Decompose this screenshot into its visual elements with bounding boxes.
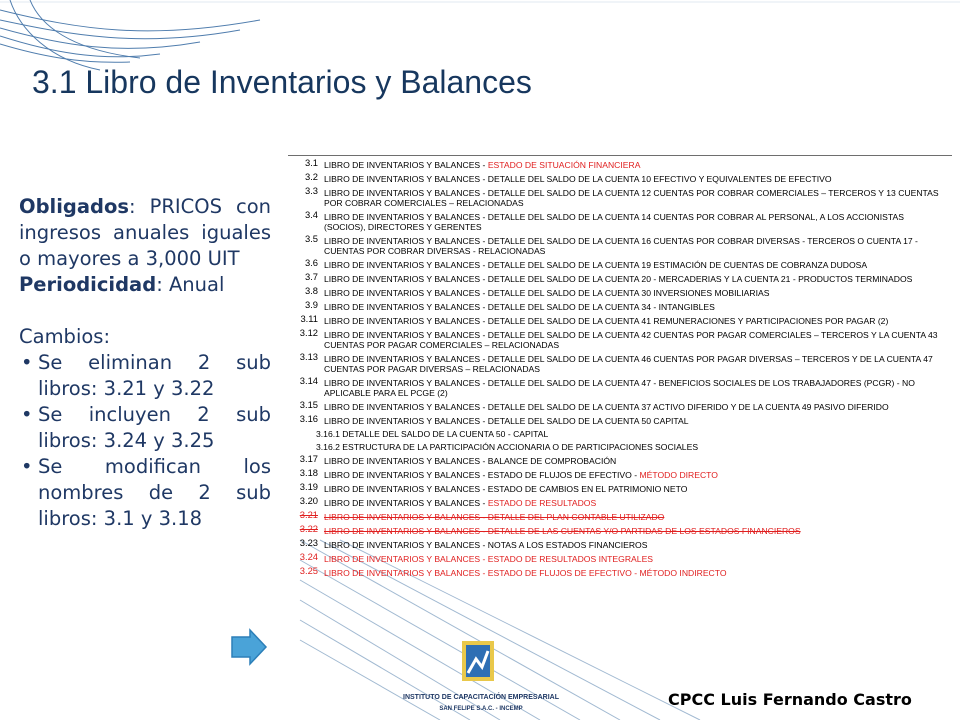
table-row <box>288 508 952 522</box>
book-description <box>324 270 944 284</box>
book-number: 3.3 <box>304 185 318 196</box>
book-description <box>324 564 944 578</box>
obligados-text: : PRICOS con ingresos anuales iguales o mayores a 3,000 UIT <box>19 195 271 270</box>
book-description-text: LIBRO DE INVENTARIOS Y BALANCES - DETALLE DEL SALDO DE LA CUENTA 10 EFECTIVO Y EQUIVALENTES DE EFECTIVO <box>324 174 832 184</box>
book-number: 3.19 <box>299 481 318 492</box>
book-description <box>324 480 944 494</box>
book-description <box>324 550 944 564</box>
book-number: 3.2 <box>304 171 318 182</box>
book-number: 3.21 <box>299 509 318 520</box>
table-row <box>288 536 952 550</box>
book-number: 3.17 <box>299 453 318 464</box>
table-row <box>288 439 952 452</box>
book-number: 3.20 <box>299 495 318 506</box>
table-row <box>288 208 952 232</box>
book-description <box>316 439 946 452</box>
table-row <box>288 480 952 494</box>
book-description <box>324 494 944 508</box>
table-row <box>288 522 952 536</box>
book-description-text: LIBRO DE INVENTARIOS Y BALANCES - DETALLE DEL SALDO DE LA CUENTA 42 CUENTAS POR PAGAR COMERCIALES – TERCEROS Y LA CUENTA 43 CUENTAS POR PAGAR COMERCIALES – RELACIONADAS <box>324 330 938 350</box>
book-number: 3.6 <box>304 257 318 268</box>
book-number: 3.9 <box>304 299 318 310</box>
books-table <box>288 155 952 578</box>
book-number: 3.24 <box>299 551 318 562</box>
book-description <box>316 426 946 439</box>
table-row <box>288 494 952 508</box>
logo-text-line2: SAN FELIPE S.A.C. - INCEMP <box>439 706 523 712</box>
book-description-text: LIBRO DE INVENTARIOS Y BALANCES - DETALLE DEL PLAN CONTABLE UTILIZADO <box>324 512 665 522</box>
book-description <box>324 312 944 326</box>
book-description-text: LIBRO DE INVENTARIOS Y BALANCES - DETALLE DEL SALDO DE LA CUENTA 34 - INTANGIBLES <box>324 302 715 312</box>
book-number: 3.18 <box>299 467 318 478</box>
logo-text-line1: INSTITUTO DE CAPACITACIÓN EMPRESARIAL <box>403 694 559 701</box>
book-description <box>324 170 944 184</box>
book-number: 3.5 <box>304 233 318 244</box>
book-description <box>324 326 944 350</box>
book-description <box>324 208 944 232</box>
book-description-text: LIBRO DE INVENTARIOS Y BALANCES - DETALLE DEL SALDO DE LA CUENTA 19 ESTIMACIÓN DE CUENTAS DE COBRANZA DUDOSA <box>324 260 868 270</box>
obligados-paragraph <box>19 194 271 272</box>
cambios-item: • Se eliminan 2 sub libros: 3.21 y 3.22 <box>19 350 271 402</box>
book-description <box>324 466 944 480</box>
table-row <box>288 270 952 284</box>
book-description <box>324 398 944 412</box>
cambios-item: • Se incluyen 2 sub libros: 3.24 y 3.25 <box>19 402 271 454</box>
book-description-prefix: LIBRO DE INVENTARIOS Y BALANCES - <box>324 160 488 170</box>
periodicidad-label: Periodicidad <box>19 273 157 296</box>
book-number: 3.1 <box>304 157 318 168</box>
cambios-heading: Cambios: <box>19 325 111 348</box>
table-row <box>288 156 952 170</box>
book-description <box>324 536 944 550</box>
footer-author: CPCC Luis Fernando Castro <box>668 690 912 709</box>
table-row <box>288 550 952 564</box>
obligados-label: Obligados <box>19 195 129 218</box>
book-description-text: LIBRO DE INVENTARIOS Y BALANCES - ESTADO DE RESULTADOS INTEGRALES <box>324 554 654 564</box>
book-description <box>324 508 944 522</box>
book-description-text: LIBRO DE INVENTARIOS Y BALANCES - DETALLE DEL SALDO DE LA CUENTA 50 CAPITAL <box>324 416 689 426</box>
table-row <box>288 326 952 350</box>
table-row <box>288 452 952 466</box>
table-row <box>288 312 952 326</box>
book-number: 3.22 <box>299 523 318 534</box>
book-description-text: LIBRO DE INVENTARIOS Y BALANCES - DETALLE DEL SALDO DE LA CUENTA 46 CUENTAS POR PAGAR DIVERSAS – TERCEROS Y DE LA CUENTA 47 CUENTAS POR PAGAR DIVERSAS – RELACIONADAS <box>324 354 933 374</box>
table-row <box>288 426 952 439</box>
book-description-text: LIBRO DE INVENTARIOS Y BALANCES - DETALLE DEL SALDO DE LA CUENTA 37 ACTIVO DIFERIDO Y DE LA CUENTA 49 PASIVO DIFERIDO <box>324 402 889 412</box>
book-number: 3.13 <box>299 351 318 362</box>
table-row <box>288 256 952 270</box>
book-description <box>324 256 944 270</box>
periodicidad-text: : Anual <box>156 273 225 296</box>
book-description-text: LIBRO DE INVENTARIOS Y BALANCES - DETALLE DEL SALDO DE LA CUENTA 30 INVERSIONES MOBILIARIAS <box>324 288 770 298</box>
book-description <box>324 184 944 208</box>
book-description <box>324 284 944 298</box>
book-description-text: LIBRO DE INVENTARIOS Y BALANCES - DETALLE DEL SALDO DE LA CUENTA 14 CUENTAS POR COBRAR AL PERSONAL, A LOS ACCIONISTAS (SOCIOS), DIRECTORES Y GERENTES <box>324 212 904 232</box>
book-number <box>288 426 318 427</box>
table-row <box>288 298 952 312</box>
book-description-text: 3.16.2 ESTRUCTURA DE LA PARTICIPACIÓN ACCIONARIA O DE PARTICIPACIONES SOCIALES <box>316 442 699 452</box>
page-title: 3.1 Libro de Inventarios y Balances <box>32 64 532 100</box>
book-number: 3.14 <box>299 375 318 386</box>
book-number <box>288 439 318 440</box>
book-description-changed: ESTADO DE SITUACIÓN FINANCIERA <box>487 160 641 170</box>
book-description-text: LIBRO DE INVENTARIOS Y BALANCES - ESTADO DE FLUJOS DE EFECTIVO - MÉTODO INDIRECTO <box>324 568 727 578</box>
book-description-text: LIBRO DE INVENTARIOS Y BALANCES - ESTADO DE CAMBIOS EN EL PATRIMONIO NETO <box>324 484 688 494</box>
table-row <box>288 170 952 184</box>
book-number: 3.12 <box>299 327 318 338</box>
cambios-item: • Se modifican los nombres de 2 sub libros: 3.1 y 3.18 <box>19 454 271 532</box>
book-number: 3.16 <box>299 413 318 424</box>
book-description-changed: ESTADO DE RESULTADOS <box>487 498 597 508</box>
table-row <box>288 350 952 374</box>
book-description-text: LIBRO DE INVENTARIOS Y BALANCES - DETALLE DEL SALDO DE LA CUENTA 16 CUENTAS POR COBRAR DIVERSAS - TERCEROS O CUENTA 17 - CUENTAS POR COBRAR DIVERSAS - RELACIONADAS <box>324 236 918 256</box>
book-number: 3.4 <box>304 209 318 220</box>
logo-mark-icon <box>462 641 494 681</box>
book-number: 3.23 <box>299 537 318 548</box>
table-row <box>288 564 952 578</box>
cambios-list <box>19 350 271 532</box>
book-number: 3.15 <box>299 399 318 410</box>
book-number: 3.11 <box>300 313 318 324</box>
book-number: 3.25 <box>299 565 318 576</box>
book-description-changed: MÉTODO DIRECTO <box>639 470 718 480</box>
book-description-prefix: LIBRO DE INVENTARIOS Y BALANCES - ESTADO DE FLUJOS DE EFECTIVO - <box>324 470 640 480</box>
table-row <box>288 232 952 256</box>
book-description-text: LIBRO DE INVENTARIOS Y BALANCES - DETALLE DEL SALDO DE LA CUENTA 20 - MERCADERIAS Y LA CUENTA 21 - PRODUCTOS TERMINADOS <box>324 274 913 284</box>
book-description-text: LIBRO DE INVENTARIOS Y BALANCES - DETALLE DEL SALDO DE LA CUENTA 47 - BENEFICIOS SOCIALES DE LOS TRABAJADORES (PCGR) - NO APLICABLE PARA EL PCGE (2) <box>324 378 915 398</box>
book-description-text: 3.16.1 DETALLE DEL SALDO DE LA CUENTA 50 - CAPITAL <box>316 429 549 439</box>
book-description <box>324 232 944 256</box>
book-description <box>324 452 944 466</box>
book-description <box>324 412 944 426</box>
book-description-text: LIBRO DE INVENTARIOS Y BALANCES - BALANCE DE COMPROBACIÓN <box>324 456 617 466</box>
book-description <box>324 350 944 374</box>
table-row <box>288 184 952 208</box>
periodicidad-paragraph <box>19 272 271 298</box>
table-row <box>288 466 952 480</box>
book-description <box>324 156 944 170</box>
book-description-text: LIBRO DE INVENTARIOS Y BALANCES - DETALLE DEL SALDO DE LA CUENTA 41 REMUNERACIONES Y PARTICIPACIONES POR PAGAR (2) <box>324 316 889 326</box>
table-row <box>288 284 952 298</box>
book-description-text: LIBRO DE INVENTARIOS Y BALANCES - DETALLE DE LAS CUENTAS Y/O PARTIDAS DE LOS ESTADOS FINANCIEROS <box>324 526 801 536</box>
table-row <box>288 412 952 426</box>
book-description-text: LIBRO DE INVENTARIOS Y BALANCES - NOTAS A LOS ESTADOS FINANCIEROS <box>324 540 648 550</box>
book-number: 3.7 <box>304 271 318 282</box>
institute-logo <box>402 641 560 716</box>
book-description-text: LIBRO DE INVENTARIOS Y BALANCES - DETALLE DEL SALDO DE LA CUENTA 12 CUENTAS POR COBRAR COMERCIALES – TERCEROS Y 13 CUENTAS POR COBRAR COMERCIALES – RELACIONADAS <box>324 188 939 208</box>
book-description <box>324 522 944 536</box>
table-row <box>288 374 952 398</box>
book-description <box>324 374 944 398</box>
sidebar-text <box>19 194 271 532</box>
book-description <box>324 298 944 312</box>
arrow-right-icon <box>230 628 268 666</box>
book-number: 3.8 <box>304 285 318 296</box>
book-description-prefix: LIBRO DE INVENTARIOS Y BALANCES - <box>324 498 488 508</box>
table-row <box>288 398 952 412</box>
